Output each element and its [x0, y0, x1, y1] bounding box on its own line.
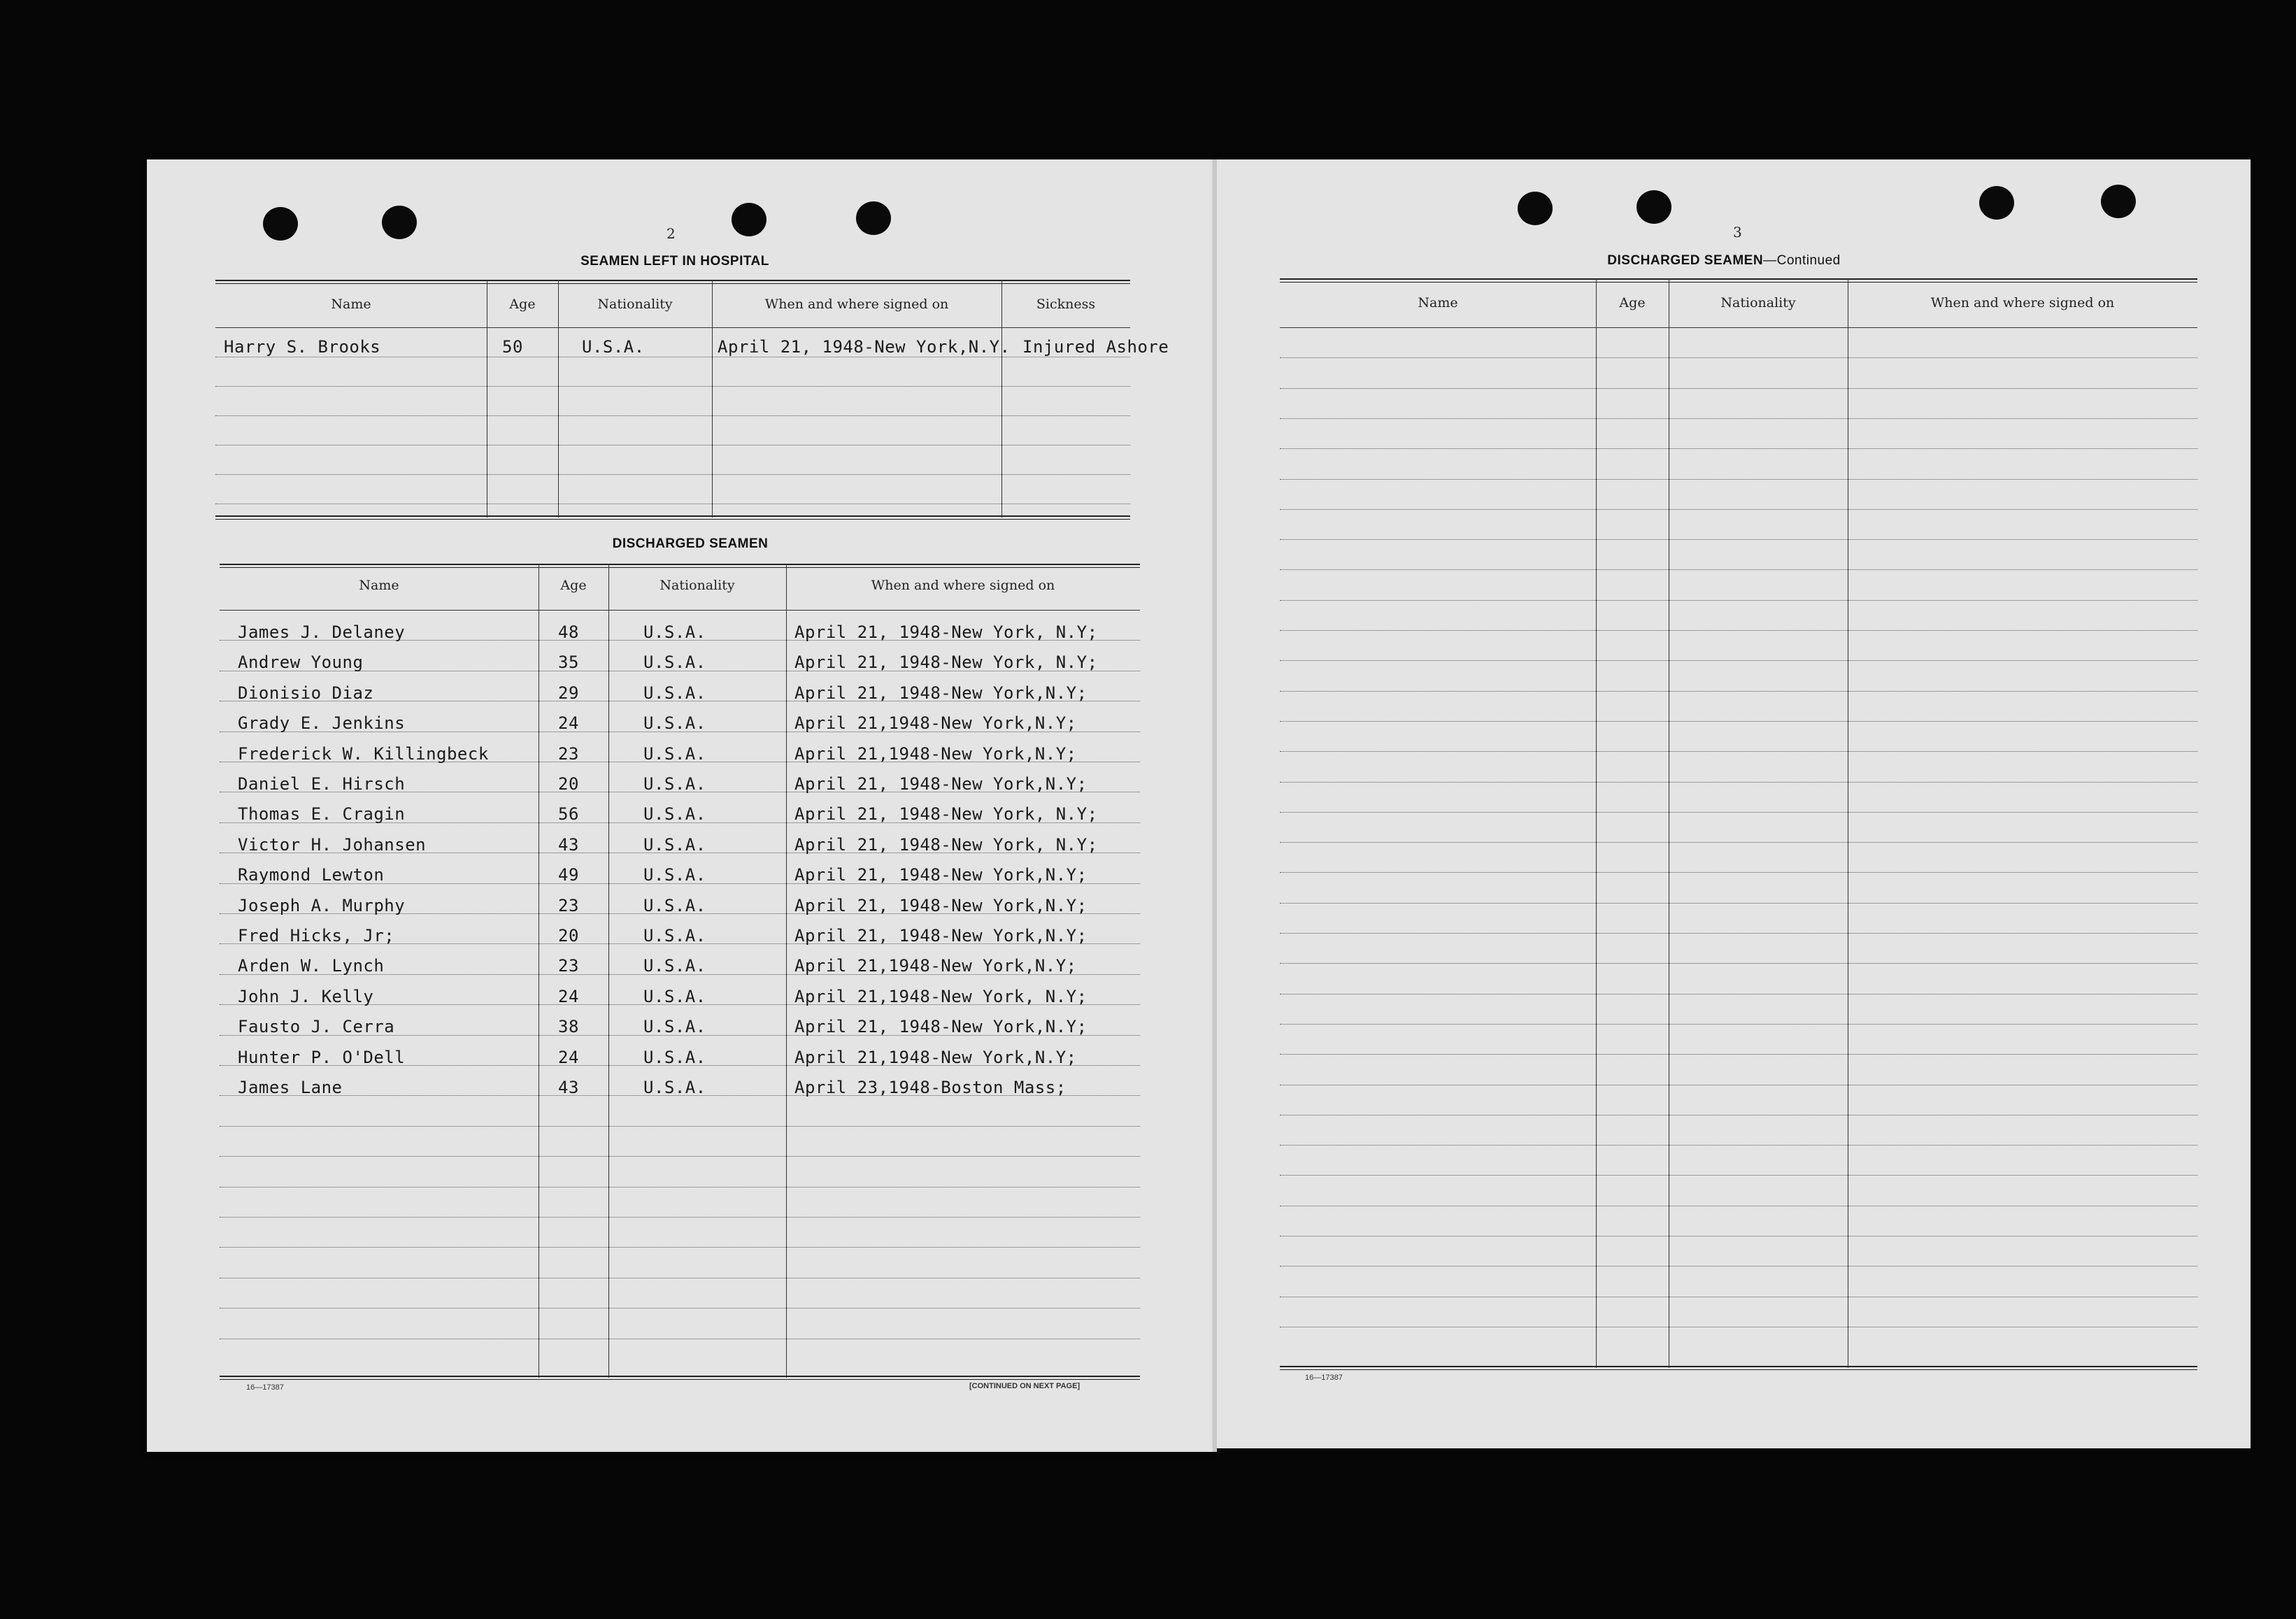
header-rule [1280, 327, 2197, 328]
row-rule [215, 386, 1130, 387]
form-number: 16—17387 [1305, 1374, 1343, 1382]
column-header: Nationality [659, 578, 735, 593]
row-rule [220, 1247, 1140, 1248]
row-rule [1280, 1175, 2197, 1176]
cell-age: 20 [558, 926, 579, 946]
cell-nationality: U.S.A. [643, 1047, 706, 1067]
column-divider [1596, 278, 1597, 1368]
row-rule [1280, 418, 2197, 419]
row-rule [1280, 479, 2197, 480]
cell-name: Raymond Lewton [238, 865, 385, 885]
row-rule [1280, 509, 2197, 510]
cell-signed-on: April 21, 1948-New York,N.Y. [718, 337, 1011, 357]
cell-nationality: U.S.A. [643, 986, 706, 1006]
row-rule [1280, 1266, 2197, 1267]
row-rule [1280, 721, 2197, 722]
cell-name: Fausto J. Cerra [238, 1017, 395, 1037]
cell-nationality: U.S.A. [643, 774, 706, 794]
cell-name: Victor H. Johansen [238, 834, 427, 855]
row-rule [1280, 1054, 2197, 1055]
cell-nationality: U.S.A. [643, 1078, 706, 1097]
column-header: Name [331, 297, 371, 312]
row-rule [1280, 751, 2197, 752]
cell-age: 38 [558, 1017, 579, 1037]
column-header: Age [560, 578, 587, 593]
cell-nationality: U.S.A. [582, 337, 645, 357]
row-rule [220, 1126, 1140, 1127]
header-rule [215, 327, 1130, 328]
hospital-table [215, 280, 1169, 518]
cell-age: 43 [558, 834, 579, 855]
cell-signed-on: April 21,1948-New York,N.Y; [794, 956, 1077, 976]
cell-age: 23 [558, 956, 579, 976]
cell-name: Andrew Young [238, 652, 364, 673]
cell-name: Harry S. Brooks [224, 337, 381, 357]
cell-age: 23 [558, 895, 579, 915]
cell-signed-on: April 21, 1948-New York, N.Y; [794, 834, 1098, 855]
cell-nationality: U.S.A. [643, 804, 706, 825]
cell-age: 29 [558, 683, 579, 703]
cell-nationality: U.S.A. [643, 683, 706, 703]
section-title-discharged: DISCHARGED SEAMEN [612, 536, 769, 551]
cell-name: Thomas E. Cragin [238, 804, 406, 825]
row-rule [1280, 1145, 2197, 1146]
cell-signed-on: April 21, 1948-New York,N.Y; [794, 1017, 1088, 1037]
row-rule [1280, 691, 2197, 692]
page-number: 2 [666, 225, 676, 242]
cell-name: Fred Hicks, Jr; [238, 926, 395, 946]
cell-signed-on: April 21, 1948-New York, N.Y; [794, 804, 1098, 825]
cell-age: 43 [558, 1078, 579, 1097]
cell-age: 49 [558, 865, 579, 885]
row-rule [1280, 600, 2197, 601]
row-rule [1280, 448, 2197, 449]
table-top-rule [220, 564, 1140, 568]
table-bottom-rule [1280, 1366, 2197, 1370]
punch-hole [1518, 192, 1553, 225]
cell-signed-on: April 21, 1948-New York,N.Y; [794, 865, 1088, 885]
cell-signed-on: April 23,1948-Boston Mass; [794, 1078, 1067, 1097]
cell-age: 23 [558, 743, 579, 764]
section-title-text: DISCHARGED SEAMEN [1607, 253, 1764, 268]
discharged-continued-table [1280, 278, 2197, 1368]
row-rule [1280, 1024, 2197, 1025]
column-header: Name [359, 578, 399, 593]
cell-signed-on: April 21, 1948-New York,N.Y; [794, 683, 1088, 703]
column-header: Age [1619, 295, 1646, 311]
row-rule [1280, 933, 2197, 934]
cell-age: 24 [558, 1047, 579, 1067]
row-rule [1280, 630, 2197, 631]
cell-signed-on: April 21, 1948-New York, N.Y; [794, 622, 1098, 642]
page-fold [1213, 159, 1217, 1452]
row-rule [1280, 660, 2197, 661]
table-top-rule [215, 280, 1130, 284]
cell-age: 56 [558, 804, 579, 825]
cell-name: John J. Kelly [238, 986, 374, 1006]
cell-name: Dionisio Diaz [238, 683, 374, 703]
row-rule [215, 474, 1130, 475]
row-rule [1280, 903, 2197, 904]
row-rule [220, 1156, 1140, 1157]
row-rule [1280, 539, 2197, 540]
column-header: Nationality [1720, 295, 1796, 311]
cell-sickness: Injured Ashore [1022, 337, 1169, 357]
cell-nationality: U.S.A. [643, 652, 706, 673]
column-divider [712, 280, 713, 518]
cell-age: 20 [558, 774, 579, 794]
cell-signed-on: April 21, 1948-New York,N.Y; [794, 895, 1088, 915]
column-header: When and where signed on [1930, 295, 2115, 311]
column-header: Nationality [597, 297, 673, 312]
row-rule [1280, 872, 2197, 873]
column-divider [608, 564, 609, 1378]
punch-hole [856, 201, 891, 235]
cell-signed-on: April 21, 1948-New York, N.Y; [794, 652, 1098, 673]
cell-signed-on: April 21,1948-New York, N.Y; [794, 986, 1088, 1006]
cell-signed-on: April 21, 1948-New York,N.Y; [794, 926, 1088, 946]
cell-age: 50 [502, 337, 523, 357]
cell-name: Grady E. Jenkins [238, 713, 406, 734]
column-divider [1001, 280, 1002, 518]
discharged-table [220, 564, 1140, 1378]
page-number: 3 [1733, 224, 1742, 241]
cell-name: Daniel E. Hirsch [238, 774, 406, 794]
cell-name: Frederick W. Killingbeck [238, 743, 489, 764]
row-rule [1280, 569, 2197, 570]
column-divider [786, 564, 787, 1378]
cell-name: James J. Delaney [238, 622, 406, 642]
section-title-hospital: SEAMEN LEFT IN HOSPITAL [580, 254, 769, 269]
table-top-rule [1280, 278, 2197, 283]
row-rule [1280, 357, 2197, 358]
cell-nationality: U.S.A. [643, 743, 706, 764]
row-rule [1280, 812, 2197, 813]
cell-name: James Lane [238, 1078, 343, 1097]
column-header: When and where signed on [871, 578, 1055, 593]
header-rule [220, 610, 1140, 611]
cell-nationality: U.S.A. [643, 956, 706, 976]
cell-nationality: U.S.A. [643, 895, 706, 915]
cell-signed-on: April 21,1948-New York,N.Y; [794, 1047, 1077, 1067]
cell-age: 24 [558, 713, 579, 734]
cell-nationality: U.S.A. [643, 713, 706, 734]
row-rule [1280, 782, 2197, 783]
table-bottom-rule [215, 515, 1130, 520]
form-number: 16—17387 [246, 1383, 284, 1392]
cell-signed-on: April 21,1948-New York,N.Y; [794, 743, 1077, 764]
cell-nationality: U.S.A. [643, 622, 706, 642]
cell-nationality: U.S.A. [643, 834, 706, 855]
column-header: Sickness [1036, 297, 1096, 312]
continued-note: [CONTINUED ON NEXT PAGE] [969, 1382, 1081, 1390]
row-rule [1280, 963, 2197, 964]
cell-signed-on: April 21,1948-New York,N.Y; [794, 713, 1077, 734]
cell-nationality: U.S.A. [643, 1017, 706, 1037]
cell-age: 35 [558, 652, 579, 673]
punch-hole [732, 203, 766, 236]
column-divider [558, 280, 559, 518]
cell-name: Joseph A. Murphy [238, 895, 406, 915]
section-title-suffix: —Continued [1763, 253, 1841, 268]
cell-nationality: U.S.A. [643, 926, 706, 946]
row-rule [220, 1217, 1140, 1218]
row-rule [1280, 842, 2197, 843]
punch-hole [1979, 186, 2014, 220]
cell-age: 24 [558, 986, 579, 1006]
punch-hole [1637, 190, 1671, 224]
cell-nationality: U.S.A. [643, 865, 706, 885]
table-bottom-rule [220, 1376, 1140, 1380]
punch-hole [263, 207, 298, 241]
punch-hole [2101, 185, 2136, 218]
section-title-discharged-continued [1607, 253, 1840, 269]
column-header: When and where signed on [764, 297, 949, 312]
column-header: Age [509, 297, 536, 312]
column-header: Name [1418, 295, 1458, 311]
cell-name: Hunter P. O'Dell [238, 1047, 406, 1067]
cell-name: Arden W. Lynch [238, 956, 385, 976]
cell-signed-on: April 21, 1948-New York,N.Y; [794, 774, 1088, 794]
row-rule [215, 415, 1130, 416]
punch-hole [382, 206, 417, 239]
cell-age: 48 [558, 622, 579, 642]
row-rule [1280, 388, 2197, 389]
